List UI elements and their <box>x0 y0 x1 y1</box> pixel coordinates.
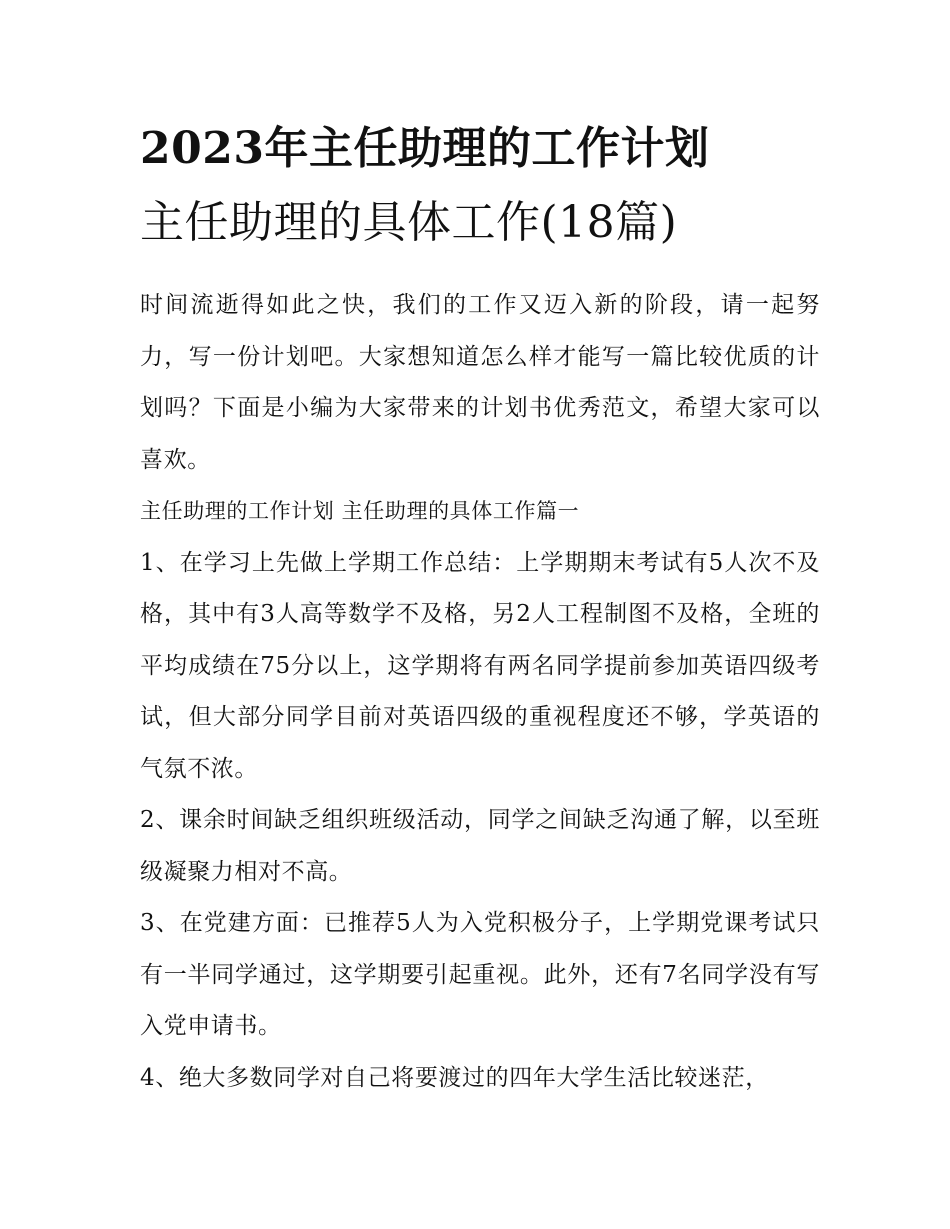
title-line-2: 主任助理的具体工作(18篇) <box>140 197 678 248</box>
paragraph-item-4: 4、绝大多数同学对自己将要渡过的四年大学生活比较迷茫， <box>140 1064 769 1091</box>
intro-paragraph: 时间流逝得如此之快，我们的工作又迈入新的阶段，请一起努力，写一份计划吧。大家想知道怎么样才能写一篇比较优质的计划吗？下面是小编为大家带来的计划书优秀范文，希望大家可以喜欢。 <box>140 292 820 473</box>
paragraph-item-3: 3、在党建方面：已推荐5人为入党积极分子，上学期党课考试只有一半同学通过，这学期要引起重视。此外，还有7名同学没有写入党申请书。 <box>140 910 820 1039</box>
document-body <box>140 112 820 1104</box>
section-heading: 主任助理的工作计划 主任助理的具体工作篇一 <box>140 499 580 523</box>
title-line-1: 2023年主任助理的工作计划 <box>140 123 710 174</box>
paragraph-item-2: 2、课余时间缺乏组织班级活动，同学之间缺乏沟通了解，以至班级凝聚力相对不高。 <box>140 807 820 885</box>
paragraph-item-1: 1、在学习上先做上学期工作总结：上学期期末考试有5人次不及格，其中有3人高等数学不及格，另2人工程制图不及格，全班的平均成绩在75分以上，这学期将有两名同学提前参加英语四级考试，但大部分同学目前对英语四级的重视程度还不够，学英语的气氛不浓。 <box>140 549 820 782</box>
document-title <box>140 112 820 260</box>
